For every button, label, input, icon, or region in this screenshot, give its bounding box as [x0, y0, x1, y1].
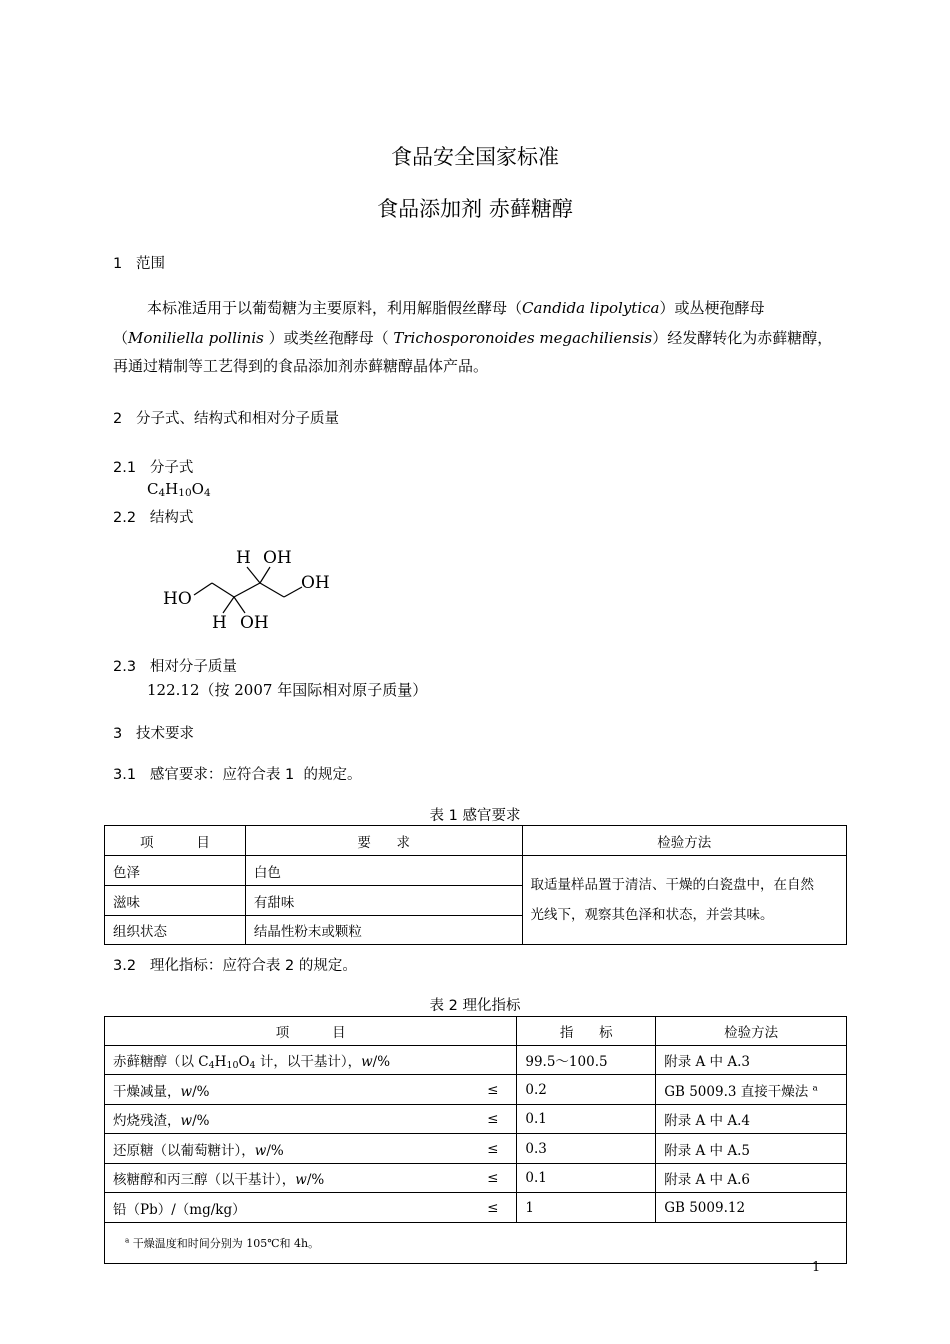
- table-row: [105, 1105, 847, 1134]
- table-1-cell-item: 滋味: [105, 886, 246, 916]
- table-1-sensory: [104, 825, 847, 945]
- table-2-cell-item: 铅（Pb）/（mg/kg）: [105, 1193, 474, 1223]
- section-2-3-heading: 2.3 相对分子质量: [113, 659, 237, 675]
- document-subtitle: 食品添加剂 赤藓糖醇: [377, 197, 573, 221]
- table-1-cell-requirement: 白色: [245, 856, 522, 886]
- table-2-cell-le: ≤: [474, 1164, 517, 1193]
- scope-paragraph-line-1: 本标准适用于以葡萄糖为主要原料，利用解脂假丝酵母（Candida lipolytica）或丛梗孢酵母: [147, 299, 765, 317]
- scope-paragraph-line-3: 再通过精制等工艺得到的食品添加剂赤藓糖醇晶体产品。: [113, 357, 489, 375]
- table-2-cell-value: 0.2: [517, 1075, 656, 1105]
- table-row: [105, 1134, 847, 1164]
- table-2-cell-item: 还原糖（以葡萄糖计），w/%: [105, 1134, 474, 1164]
- table-row: [105, 856, 847, 886]
- table-2-cell-method: GB 5009.12: [656, 1193, 847, 1223]
- table-2-header-item: 项 目: [105, 1017, 517, 1046]
- table-row: [105, 1075, 847, 1105]
- table-1-cell-requirement: 有甜味: [245, 886, 522, 916]
- table-2-cell-le: ≤: [474, 1105, 517, 1134]
- table-1-cell-item: 色泽: [105, 856, 246, 886]
- table-row: [105, 1193, 847, 1223]
- table-1-header-method: 检验方法: [522, 826, 847, 856]
- section-3-heading: 3 技术要求: [113, 726, 195, 742]
- table-1-caption: 表 1 感官要求: [429, 808, 521, 824]
- table-2-cell-item: 干燥减量，w/%: [105, 1075, 474, 1105]
- section-3-1-heading: 3.1 感官要求：应符合表 1 的规定。: [113, 767, 362, 783]
- table-2-cell-method: 附录 A 中 A.4: [656, 1105, 847, 1134]
- table-2-cell-value: 0.1: [517, 1164, 656, 1193]
- table-2-cell-value: 1: [517, 1193, 656, 1223]
- structure-label-oh-bottom: OH: [240, 613, 269, 633]
- molecular-formula: $C_4H_{10}O_4$: [147, 480, 211, 499]
- relative-molecular-mass: 122.12（按 2007 年国际相对原子质量）: [147, 681, 428, 699]
- structural-formula-diagram: [150, 540, 350, 635]
- table-2-header-method: 检验方法: [656, 1017, 847, 1046]
- table-2-caption: 表 2 理化指标: [429, 998, 521, 1014]
- table-2-cell-le: ≤: [474, 1134, 517, 1164]
- table-2-cell-item: 赤藓糖醇（以 $C_4H_{10}O_4$ 计，以干基计），w/%: [105, 1046, 517, 1075]
- table-2-cell-method: 附录 A 中 A.6: [656, 1164, 847, 1193]
- table-1-cell-requirement: 结晶性粉末或颗粒: [245, 916, 522, 945]
- table-2-cell-method: 附录 A 中 A.5: [656, 1134, 847, 1164]
- structure-label-ho-left: HO: [163, 589, 192, 609]
- table-2-cell-value: 0.3: [517, 1134, 656, 1164]
- table-1-cell-item: 组织状态: [105, 916, 246, 945]
- table-2-cell-method: GB 5009.3 直接干燥法 $^a$: [656, 1075, 847, 1105]
- structure-label-h-top: H: [236, 548, 251, 568]
- structure-label-oh-right: OH: [301, 573, 330, 593]
- table-2-cell-item: 核糖醇和丙三醇（以干基计），w/%: [105, 1164, 474, 1193]
- table-row: [105, 1164, 847, 1193]
- table-2-cell-item: 灼烧残渣，w/%: [105, 1105, 474, 1134]
- table-2-cell-method: 附录 A 中 A.3: [656, 1046, 847, 1075]
- document-title: 食品安全国家标准: [391, 145, 559, 169]
- table-2-cell-le: ≤: [474, 1193, 517, 1223]
- table-2-cell-le: ≤: [474, 1075, 517, 1105]
- table-row: [105, 1046, 847, 1075]
- table-1-header-item: 项 目: [105, 826, 246, 856]
- scope-paragraph-line-2: （Moniliella pollinis ）或类丝孢酵母（ Trichosporonoides megachiliensis）经发酵转化为赤藓糖醇，: [113, 329, 833, 347]
- section-2-2-heading: 2.2 结构式: [113, 510, 194, 526]
- table-1-method-cell: 取适量样品置于清洁、干燥的白瓷盘中，在自然 光线下，观察其色泽和状态，并尝其味。: [522, 856, 847, 945]
- table-header-row: [105, 1017, 847, 1046]
- page-number: 1: [812, 1260, 821, 1275]
- table-2-footnote: $^a$ 干燥温度和时间分别为 105℃和 4h。: [105, 1223, 847, 1264]
- section-1-heading: 1 范围: [113, 256, 166, 272]
- table-2-cell-value: 99.5～100.5: [517, 1046, 656, 1075]
- table-2-cell-value: 0.1: [517, 1105, 656, 1134]
- table-1-header-requirement: 要 求: [245, 826, 522, 856]
- section-2-1-heading: 2.1 分子式: [113, 460, 194, 476]
- structure-label-h-bottom: H: [212, 613, 227, 633]
- table-2-footnote-row: [105, 1223, 847, 1264]
- section-3-2-heading: 3.2 理化指标：应符合表 2 的规定。: [113, 958, 357, 974]
- table-2-header-index: 指 标: [517, 1017, 656, 1046]
- table-2-physicochemical: [104, 1016, 847, 1264]
- section-2-heading: 2 分子式、结构式和相对分子质量: [113, 411, 340, 427]
- table-header-row: [105, 826, 847, 856]
- structure-label-oh-top: OH: [263, 548, 292, 568]
